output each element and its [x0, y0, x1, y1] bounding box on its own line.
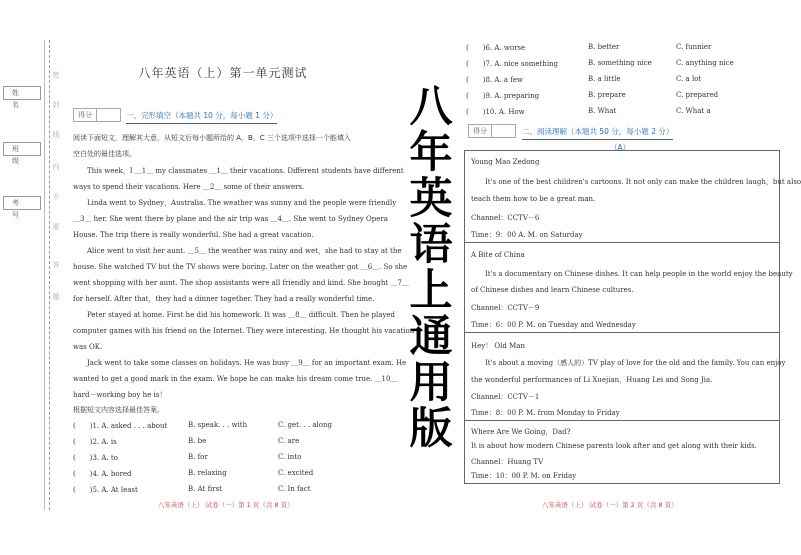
- passage-line: ways to spend their vacations. Here ＿2＿ some of their answers.: [73, 183, 305, 191]
- passage-line: computer games with his friend on the Internet. They were interesting. He thought his vacation: [73, 327, 415, 335]
- program-card: [465, 243, 793, 333]
- binding-dashed-line: [49, 40, 50, 510]
- binding-solid-line: [44, 40, 45, 510]
- exam-number-field[interactable]: 考 号: [3, 196, 41, 210]
- program-title: Where Are We Going，Dad?: [471, 428, 571, 436]
- tv-programs-box: [464, 150, 801, 484]
- passage-line: ＿3＿ her. She went there by plane and the air trip was ＿4＿. She went to Sydney Opera: [73, 215, 388, 223]
- passage-line: for herself. After that，they had a dinner together. They had a really wonderful time.: [73, 295, 375, 303]
- banner-char: 八: [409, 82, 453, 132]
- program-time: Time：6：00 P. M. on Tuesday and Wednesday: [471, 321, 636, 329]
- score-label: 得分: [78, 111, 92, 119]
- score-label: 得分: [473, 127, 487, 135]
- passage-line: Linda went to Sydney，Australia. The weather was sunny and the people were friendly: [87, 199, 397, 207]
- program-time: Time：10：00 P. M. on Friday: [471, 472, 577, 480]
- question-10-option-c[interactable]: C. What a: [676, 107, 711, 115]
- program-time: Time：9：00 A. M. on Saturday: [471, 231, 583, 239]
- question-10-option-b[interactable]: B. What: [588, 107, 617, 115]
- program-description: the wonderful performances of Li Xuejian，Huang Lei and Song Jia.: [471, 376, 713, 384]
- passage-line: House. The trip there is really wonderful. She had a great vacation.: [73, 231, 314, 239]
- question-1-option-c[interactable]: C. get. . . along: [278, 421, 332, 429]
- question-2[interactable]: ( )2. A. is: [73, 438, 117, 446]
- program-channel: Channel：Huang TV: [471, 458, 544, 466]
- question-8-option-c[interactable]: C. a lot: [676, 75, 702, 83]
- question-10[interactable]: ( )10. A. How: [466, 108, 525, 116]
- banner-char: 年: [409, 128, 453, 178]
- seal-warning-char: 答: [52, 261, 60, 269]
- passage-line: This week，I ＿1＿ my classmates ＿1＿ their vacations. Different students have different: [87, 167, 404, 175]
- program-card: [465, 421, 779, 483]
- exam-page-1: [68, 0, 415, 555]
- seal-warning-char: 内: [52, 163, 60, 171]
- question-4[interactable]: ( )4. A. bored: [73, 470, 132, 478]
- program-description: It's a documentary on Chinese dishes. It can help people in the world enjoy the beauty: [471, 270, 793, 278]
- question-6[interactable]: ( )6. A. worse: [466, 44, 526, 52]
- program-description: teach them how to be a great man.: [471, 195, 596, 203]
- program-description: It's one of the best children's cartoons. It not only can make the children laugh，but also: [471, 178, 801, 186]
- program-channel: Channel：CCTV－6: [471, 214, 540, 222]
- score-box[interactable]: [73, 108, 121, 122]
- banner-char: 通: [409, 312, 453, 362]
- question-9-option-b[interactable]: B. prepare: [588, 91, 626, 99]
- question-8[interactable]: ( )8. A. a few: [466, 76, 523, 84]
- program-description: It's about a moving（感人的）TV play of love for the old and the family. You can enjoy: [471, 359, 786, 367]
- question-7[interactable]: ( )7. A. nice something: [466, 60, 559, 68]
- binding-margin: [0, 0, 60, 555]
- banner-char: 版: [409, 404, 453, 454]
- seal-warning-char: 不: [52, 193, 60, 201]
- question-3[interactable]: ( )3. A. to: [73, 454, 118, 462]
- question-2-option-c[interactable]: C. are: [278, 437, 300, 445]
- program-card: [465, 333, 786, 421]
- banner-char: 语: [409, 220, 453, 270]
- instruction-line: 阅读下面短文，理解其大意，从短文后每小题所给的 A，B，C 三个选项中选择一个能填入: [73, 134, 351, 142]
- program-title: A Bite of China: [471, 251, 525, 259]
- question-4-option-b[interactable]: B. relaxing: [188, 469, 227, 477]
- question-3-option-b[interactable]: B. for: [188, 453, 208, 461]
- page-title: 八年英语（上）第一单元测试: [138, 66, 308, 80]
- edition-banner: [401, 84, 461, 452]
- seal-warning-char: 密: [52, 71, 60, 79]
- seal-warning-char: 封: [52, 101, 60, 109]
- question-5[interactable]: ( )5. A. At least: [73, 486, 138, 494]
- program-title: Young Mao Zedong: [471, 158, 540, 166]
- question-9-option-c[interactable]: C. prepared: [676, 91, 719, 99]
- passage-line: hard－working boy he is！: [73, 391, 167, 399]
- passage-line: Jack went to take some classes on holidays. He was busy ＿9＿ for an important exam. He: [87, 359, 407, 367]
- program-title: Hey！ Old Man: [471, 342, 525, 350]
- seal-warning-char: 题: [52, 293, 60, 301]
- passage-line: went shopping with her aunt. The shop assistants were all friendly and kind. She bought ＿7＿: [73, 279, 409, 287]
- question-5-option-c[interactable]: C. In fact: [278, 485, 311, 493]
- question-7-option-c[interactable]: C. anything nice: [676, 59, 734, 67]
- page-1-footer: 八年英语（上） 试卷（一）第 1 页（共 8 页）: [158, 501, 294, 509]
- name-field[interactable]: 姓 名: [3, 86, 41, 100]
- question-7-option-b[interactable]: B. something nice: [588, 59, 652, 67]
- section-2-heading: 二、阅读理解（本题共 50 分，每小题 2 分）: [522, 126, 673, 137]
- question-1-option-b[interactable]: B. speak. . . with: [188, 421, 248, 429]
- page-2-footer: 八年英语（上） 试卷（一）第 2 页（共 8 页）: [542, 501, 678, 509]
- instruction-line: 空白处的最佳选项。: [73, 150, 136, 158]
- banner-char: 用: [409, 358, 453, 408]
- part-a-label: （A）: [610, 143, 631, 152]
- question-5-option-b[interactable]: B. At first: [188, 485, 222, 493]
- passage-line: house. She watched TV but the TV shows were boring. Later on the weather got ＿6＿. So she: [73, 263, 408, 271]
- program-channel: Channel：CCTV－9: [471, 304, 540, 312]
- seal-warning-char: 线: [52, 131, 60, 139]
- passage-line: Alice went to visit her aunt. ＿5＿ the weather was rainy and wet，she had to stay at the: [87, 247, 402, 255]
- program-card: [465, 151, 801, 243]
- banner-char: 上: [409, 266, 453, 316]
- banner-char: 英: [409, 174, 453, 224]
- question-3-option-c[interactable]: C. into: [278, 453, 302, 461]
- question-4-option-c[interactable]: C. excited: [278, 469, 314, 477]
- choose-prompt: 根据短文内容选择最佳答案。: [73, 406, 164, 414]
- section-1-heading: 一、完形填空（本题共 10 分，每小题 1 分）: [126, 110, 277, 121]
- seal-warning-char: 要: [52, 223, 60, 231]
- question-6-option-b[interactable]: B. better: [588, 43, 620, 51]
- question-9[interactable]: ( )9. A. preparing: [466, 92, 540, 100]
- exam-page-2: [460, 0, 800, 555]
- class-field[interactable]: 班 级: [3, 142, 41, 156]
- passage-line: wanted to get a good mark in the exam. We hope he can make his dream come true. ＿10＿: [73, 375, 398, 383]
- question-1[interactable]: ( )1. A. asked . . . about: [73, 422, 168, 430]
- score-box[interactable]: [468, 124, 516, 138]
- program-time: Time：8：00 P. M. from Monday to Friday: [471, 409, 620, 417]
- program-description: It is about how modern Chinese parents look after and get along with their kids.: [471, 442, 757, 450]
- question-8-option-b[interactable]: B. a little: [588, 75, 621, 83]
- question-2-option-b[interactable]: B. be: [188, 437, 207, 445]
- program-description: of Chinese dishes and learn Chinese cultures.: [471, 286, 634, 294]
- passage-line: was OK.: [73, 343, 103, 351]
- program-channel: Channel：CCTV－1: [471, 393, 540, 401]
- passage-line: Peter stayed at home. First he did his homework. It was ＿8＿ difficult. Then he played: [87, 311, 396, 319]
- question-6-option-c[interactable]: C. funnier: [676, 43, 712, 51]
